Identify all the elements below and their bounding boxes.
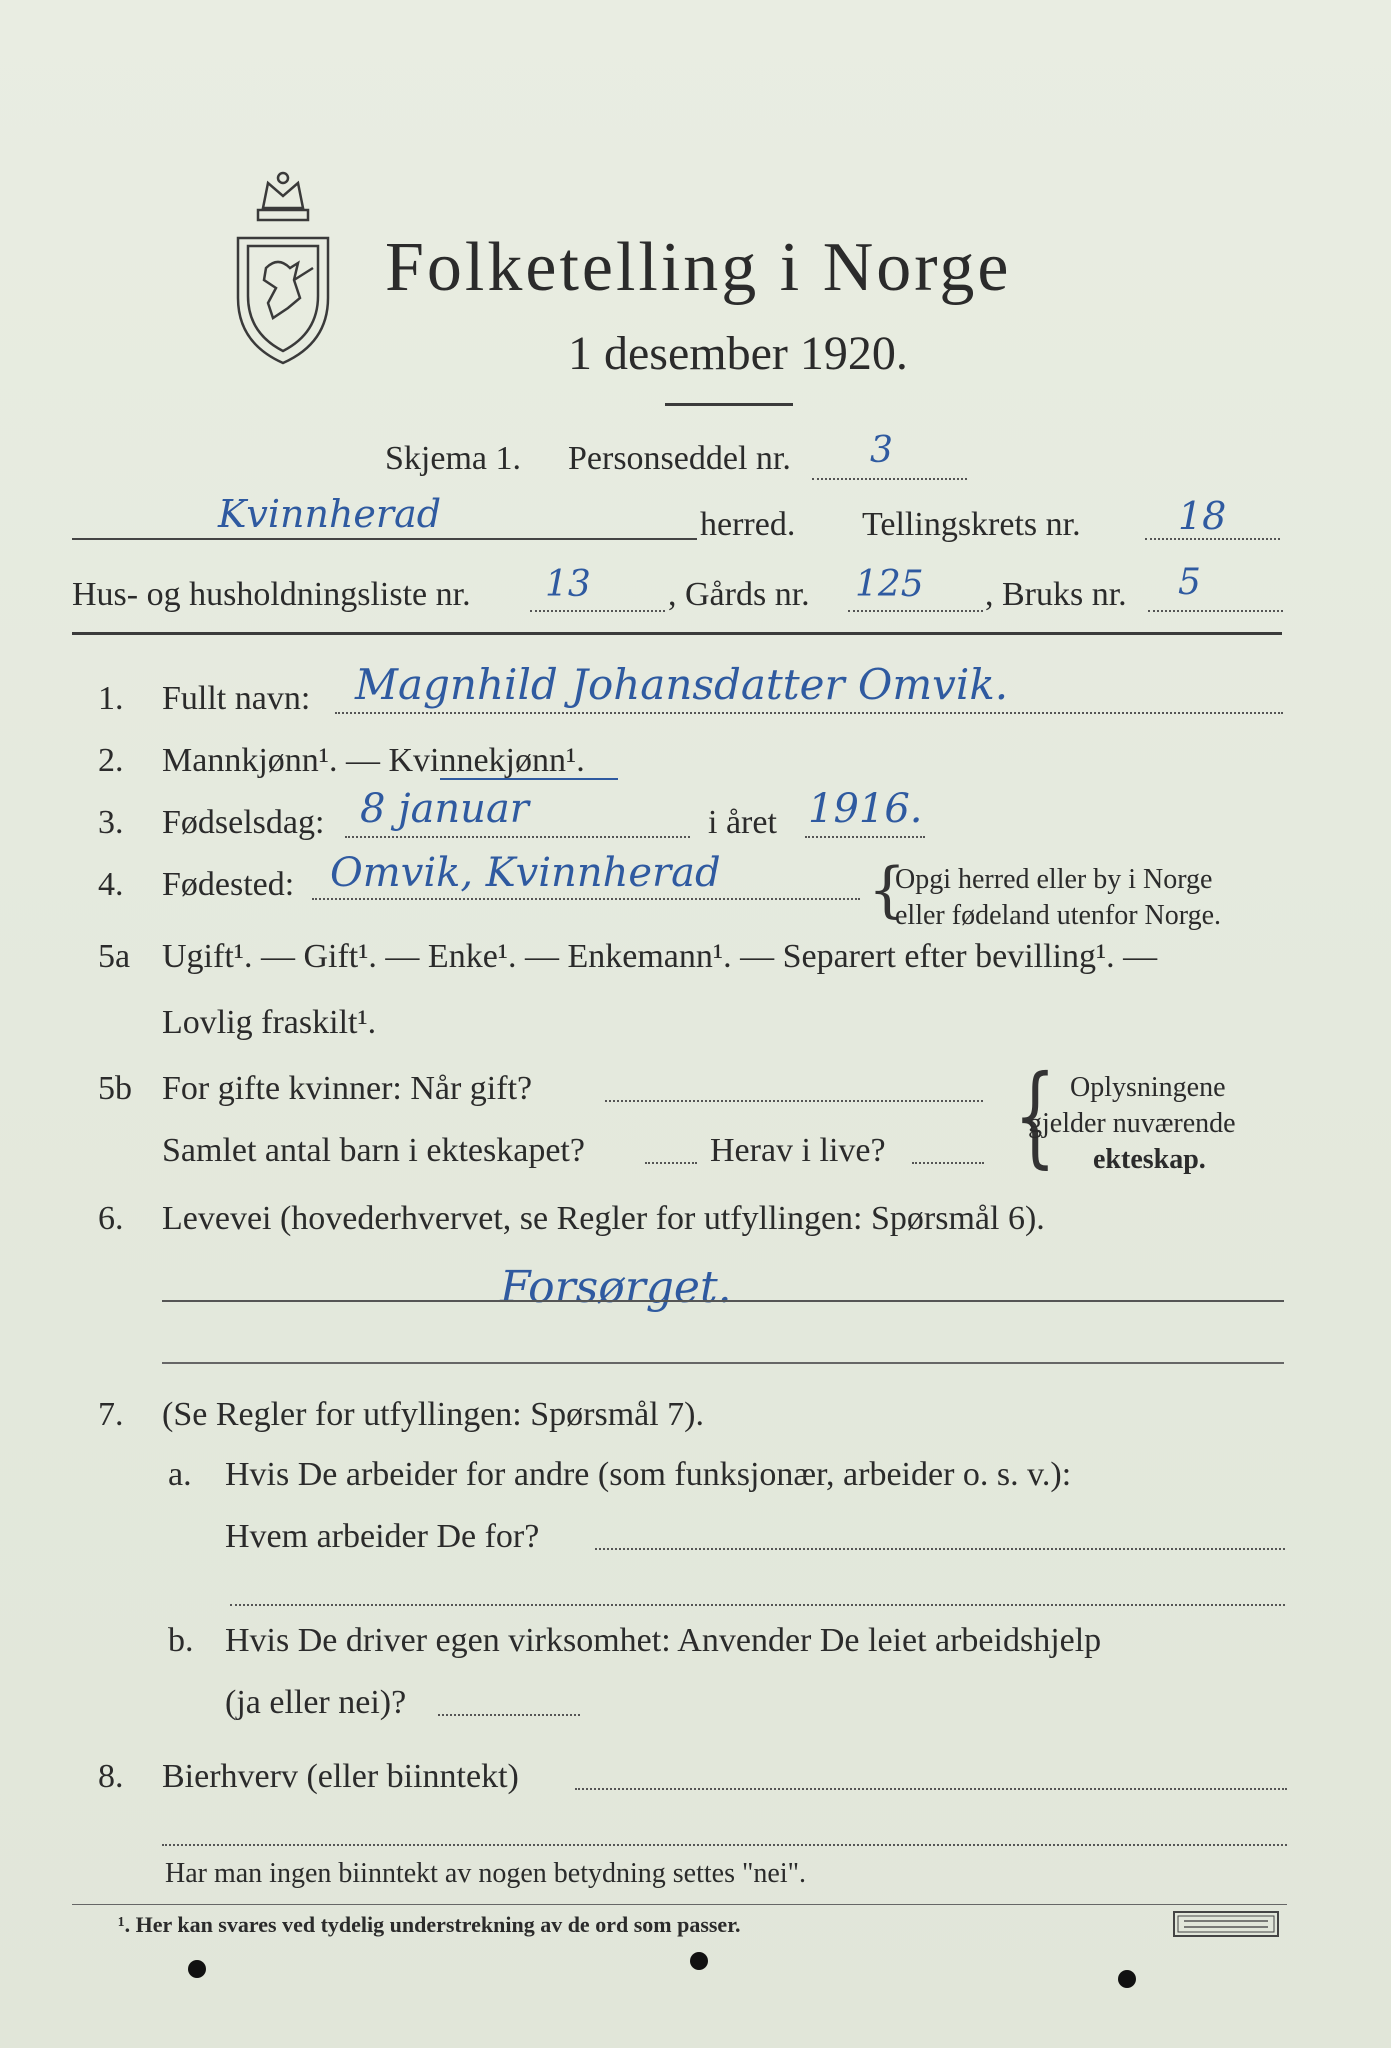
employer-field[interactable] (595, 1548, 1285, 1550)
gards-label: , Gårds nr. (668, 576, 810, 613)
q7-label: (Se Regler for utfyllingen: Spørsmål 7). (162, 1396, 705, 1433)
herred-label: herred. (700, 506, 796, 543)
punch-hole-right-icon (1118, 1970, 1136, 1988)
occupation-value: Forsørget. (500, 1262, 732, 1313)
q7a-label: Hvis De arbeider for andre (som funksjonær, arbeider o. s. v.): (225, 1456, 1072, 1493)
tellingskrets-label: Tellingskrets nr. (862, 506, 1081, 543)
q5b-label-3: Herav i live? (710, 1132, 886, 1169)
personseddel-value: 3 (870, 430, 893, 471)
herred-field[interactable] (72, 538, 697, 540)
q6-label: Levevei (hovederhvervet, se Regler for utfyllingen: Spørsmål 6). (162, 1200, 1045, 1237)
herred-value: Kvinnherad (218, 492, 442, 536)
bruks-label: , Bruks nr. (985, 576, 1127, 613)
side-income-field[interactable] (575, 1788, 1287, 1790)
kvinnekjonn-underline (440, 778, 618, 780)
birthday-value: 8 januar (360, 786, 529, 832)
hired-help-field[interactable] (438, 1714, 580, 1716)
full-name-value: Magnhild Johansdatter Omvik. (355, 660, 1009, 709)
q1-number: 1. (98, 680, 124, 717)
skjema-label: Skjema 1. (385, 440, 521, 477)
tellingskrets-value: 18 (1178, 494, 1227, 538)
q7b-label: Hvis De driver egen virksomhet: Anvender De leiet arbeidshjelp (225, 1622, 1102, 1659)
personseddel-field[interactable] (812, 478, 967, 480)
q5b-number: 5b (98, 1070, 132, 1107)
bruks-field[interactable] (1148, 610, 1283, 612)
married-date-field[interactable] (605, 1100, 983, 1102)
q7a-label-2: Hvem arbeider De for? (225, 1518, 540, 1555)
occupation-field[interactable] (162, 1300, 1284, 1302)
children-total-field[interactable] (645, 1162, 697, 1164)
gards-value: 125 (855, 564, 924, 605)
q5a-label: Ugift¹. — Gift¹. — Enke¹. — Enkemann¹. — Separert efter bevilling¹. — (162, 938, 1158, 975)
q7b-label-2: (ja eller nei)? (225, 1684, 407, 1721)
q4-note-1: Opgi herred eller by i Norge (895, 864, 1213, 895)
q6-number: 6. (98, 1200, 124, 1237)
form-title: Folketelling i Norge (385, 229, 1012, 306)
footer-divider (72, 1904, 1287, 1905)
q3-year-label: i året (708, 804, 777, 841)
biinntekt-note: Har man ingen biinntekt av nogen betydning settes "nei". (165, 1858, 807, 1889)
birth-year-value: 1916. (808, 786, 923, 832)
employer-field-2[interactable] (230, 1604, 1285, 1606)
side-income-field-2[interactable] (162, 1844, 1287, 1846)
q7-number: 7. (98, 1396, 124, 1433)
q2-number: 2. (98, 742, 124, 779)
gards-field[interactable] (848, 610, 983, 612)
footnote: ¹. Her kan svares ved tydelig understrekning av de ord som passer. (118, 1912, 741, 1937)
tellingskrets-field[interactable] (1145, 538, 1280, 540)
title-divider (665, 403, 793, 406)
hus-field[interactable] (530, 610, 665, 612)
q3-number: 3. (98, 804, 124, 841)
birth-year-field[interactable] (805, 836, 925, 838)
punch-hole-left-icon (188, 1960, 206, 1978)
q4-note-2: eller fødeland utenfor Norge. (895, 900, 1222, 931)
q5b-label: For gifte kvinner: Når gift? (162, 1070, 533, 1107)
q4-brace: { (868, 855, 907, 925)
coat-of-arms-icon (228, 168, 338, 368)
full-name-field[interactable] (335, 712, 1283, 714)
q7b-number: b. (168, 1622, 194, 1659)
q8-number: 8. (98, 1758, 124, 1795)
q3-label: Fødselsdag: (162, 804, 325, 841)
personseddel-label: Personseddel nr. (568, 440, 791, 477)
q1-label: Fullt navn: (162, 680, 311, 717)
children-alive-field[interactable] (912, 1162, 984, 1164)
q5b-note-2: gjelder nuværende (1028, 1108, 1236, 1139)
hus-value: 13 (545, 564, 591, 605)
q5b-brace: { (1014, 1051, 1056, 1179)
occupation-field-2[interactable] (162, 1362, 1284, 1364)
bruks-value: 5 (1178, 562, 1201, 603)
q7a-number: a. (168, 1456, 192, 1493)
form-date: 1 desember 1920. (568, 327, 908, 380)
q5a-label-2: Lovlig fraskilt¹. (162, 1004, 377, 1041)
birthplace-value: Omvik, Kvinnherad (330, 850, 721, 896)
hus-label: Hus- og husholdningsliste nr. (72, 576, 471, 613)
q5b-note-1: Oplysningene (1070, 1072, 1226, 1103)
q5b-label-2: Samlet antal barn i ekteskapet? (162, 1132, 585, 1169)
punch-hole-center-icon (690, 1952, 708, 1970)
q5b-note-3: ekteskap. (1093, 1144, 1206, 1175)
q5a-number: 5a (98, 938, 131, 975)
q2-label: Mannkjønn¹. — Kvinnekjønn¹. (162, 742, 585, 779)
q4-number: 4. (98, 866, 124, 903)
header-divider (72, 632, 1282, 635)
birthplace-field[interactable] (312, 898, 860, 900)
q8-label: Bierhverv (eller biinntekt) (162, 1758, 519, 1795)
printer-stamp-icon (1172, 1910, 1280, 1938)
q4-label: Fødested: (162, 866, 295, 903)
birthday-field[interactable] (345, 836, 690, 838)
